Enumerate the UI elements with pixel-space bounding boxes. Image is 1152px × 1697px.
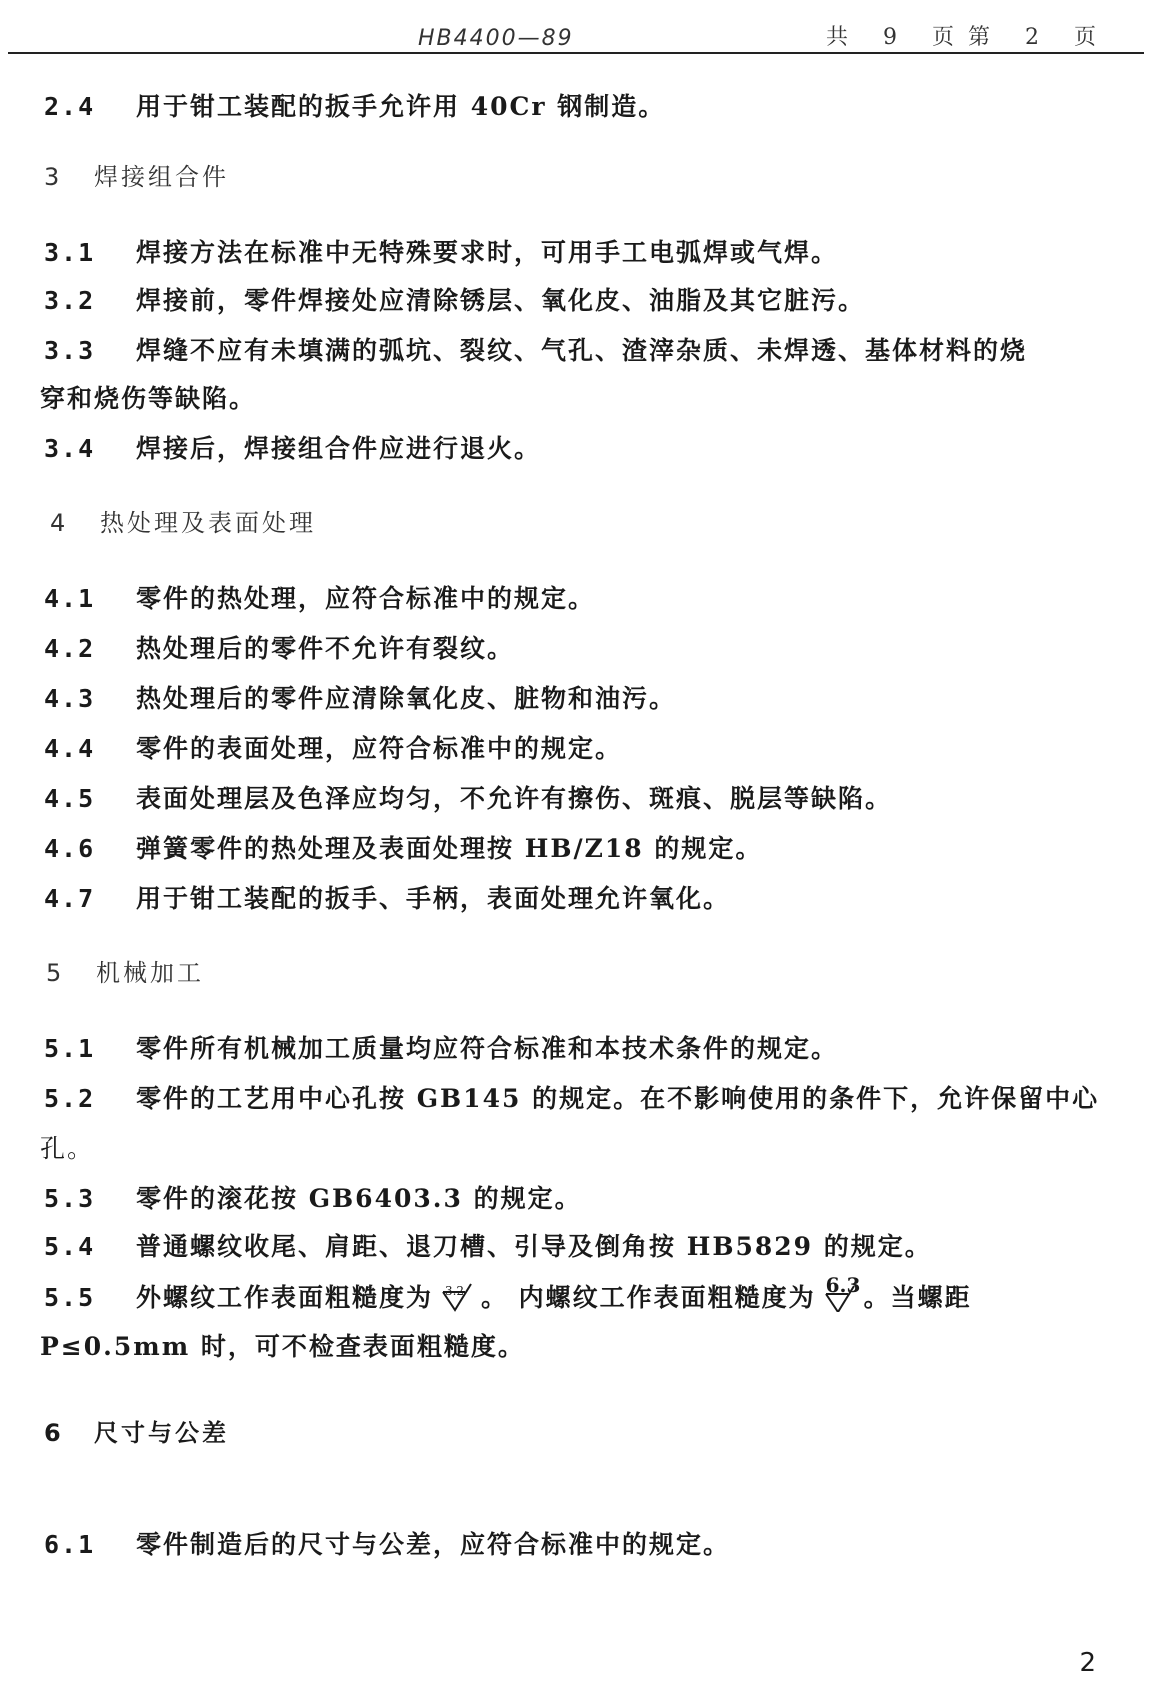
clause-text: 用于钳工装配的扳手允许用 40Cr 钢制造。 (136, 92, 666, 121)
section-title: 机械加工 (96, 959, 204, 987)
clause-4-3 (44, 684, 676, 714)
clause-text: 零件的热处理，应符合标准中的规定。 (136, 584, 596, 613)
clause-3-3-continuation: 穿和烧伤等缺陷。 (40, 384, 257, 413)
clause-4-6 (44, 834, 762, 864)
clause-number: 3.3 (44, 336, 96, 365)
clause-text: 零件的表面处理，应符合标准中的规定。 (136, 734, 623, 763)
clause-4-7 (44, 884, 730, 914)
clause-text: 焊接前，零件焊接处应清除锈层、氧化皮、油脂及其它脏污。 (136, 286, 866, 315)
page-info: 共 9 页第 2 页 (826, 25, 1110, 50)
clause-text: 焊缝不应有未填满的弧坑、裂纹、气孔、渣滓杂质、未焊透、基体材料的烧 (136, 336, 1028, 365)
clause-5-5 (44, 1273, 972, 1313)
clause-number: 4.5 (44, 784, 96, 813)
clause-5-5-continuation: P≤0.5mm 时，可不检查表面粗糙度。 (40, 1332, 525, 1361)
section-title: 尺寸与公差 (94, 1418, 229, 1447)
section-number: 5 (46, 959, 62, 987)
clause-number: 3.2 (44, 286, 96, 315)
clause-number: 4.7 (44, 884, 96, 913)
roughness-symbol-internal (824, 1273, 864, 1312)
clause-number: 4.4 (44, 734, 96, 763)
section-4-heading (50, 508, 316, 538)
clause-text-c: 。当螺距 (863, 1283, 972, 1312)
page-number: 2 (1079, 1648, 1096, 1678)
clause-number: 6.1 (44, 1530, 96, 1559)
clause-6-1 (44, 1530, 730, 1560)
clause-number: 4.1 (44, 584, 96, 613)
section-number: 6 (44, 1419, 61, 1447)
clause-5-4 (44, 1232, 932, 1262)
clause-text: 用于钳工装配的扳手、手柄，表面处理允许氧化。 (136, 884, 731, 913)
clause-5-2-continuation: 孔。 (40, 1134, 95, 1163)
clause-number: 4.6 (44, 834, 96, 863)
clause-3-1 (44, 238, 838, 268)
clause-5-2 (44, 1084, 1099, 1114)
clause-number: 5.5 (44, 1283, 96, 1312)
clause-4-5 (44, 784, 892, 814)
section-title: 焊接组合件 (94, 163, 229, 191)
clause-2-4 (44, 92, 665, 122)
clause-5-3 (44, 1184, 582, 1214)
standard-code: HB4400—89 (418, 26, 574, 51)
clause-text: 热处理后的零件不允许有裂纹。 (136, 634, 515, 663)
clause-text: 零件的工艺用中心孔按 GB145 的规定。在不影响使用的条件下，允许保留中心 (136, 1084, 1100, 1113)
clause-5-1 (44, 1034, 838, 1064)
page-header (8, 18, 1144, 54)
clause-text: 零件的滚花按 GB6403.3 的规定。 (136, 1184, 582, 1213)
clause-text-b: 。 内螺纹工作表面粗糙度为 (480, 1283, 816, 1312)
section-6-heading (44, 1418, 229, 1448)
clause-3-3 (44, 336, 1027, 366)
clause-text: 弹簧零件的热处理及表面处理按 HB/Z18 的规定。 (136, 834, 763, 863)
clause-number: 5.1 (44, 1034, 96, 1063)
clause-number: 5.3 (44, 1184, 96, 1213)
section-number: 3 (44, 163, 60, 191)
section-5-heading (46, 958, 204, 988)
section-number: 4 (50, 509, 66, 537)
clause-text: 普通螺纹收尾、肩距、退刀槽、引导及倒角按 HB5829 的规定。 (136, 1232, 932, 1261)
clause-text: 热处理后的零件应清除氧化皮、脏物和油污。 (136, 684, 677, 713)
clause-text: 焊接后，焊接组合件应进行退火。 (136, 434, 542, 463)
clause-text: 焊接方法在标准中无特殊要求时，可用手工电弧焊或气焊。 (136, 238, 839, 267)
clause-3-2 (44, 286, 865, 316)
clause-number: 5.2 (44, 1084, 96, 1113)
clause-text: 表面处理层及色泽应均匀，不允许有擦伤、斑痕、脱层等缺陷。 (136, 784, 893, 813)
clause-number: 4.3 (44, 684, 96, 713)
clause-number: 5.4 (44, 1232, 96, 1261)
clause-4-4 (44, 734, 622, 764)
clause-text: 零件制造后的尺寸与公差，应符合标准中的规定。 (136, 1530, 731, 1559)
clause-text-a: 外螺纹工作表面粗糙度为 (136, 1283, 434, 1312)
roughness-value-internal: 6.3 (825, 1273, 861, 1297)
roughness-symbol-external (441, 1282, 481, 1312)
clause-3-4 (44, 434, 541, 464)
clause-number: 3.1 (44, 238, 96, 267)
roughness-value-external: 3.2 (444, 1284, 465, 1298)
clause-4-2 (44, 634, 514, 664)
section-3-heading (44, 162, 229, 192)
clause-number: 3.4 (44, 434, 96, 463)
clause-text: 零件所有机械加工质量均应符合标准和本技术条件的规定。 (136, 1034, 839, 1063)
section-title: 热处理及表面处理 (100, 509, 316, 537)
clause-number: 2.4 (44, 92, 96, 121)
clause-4-1 (44, 584, 595, 614)
clause-number: 4.2 (44, 634, 96, 663)
